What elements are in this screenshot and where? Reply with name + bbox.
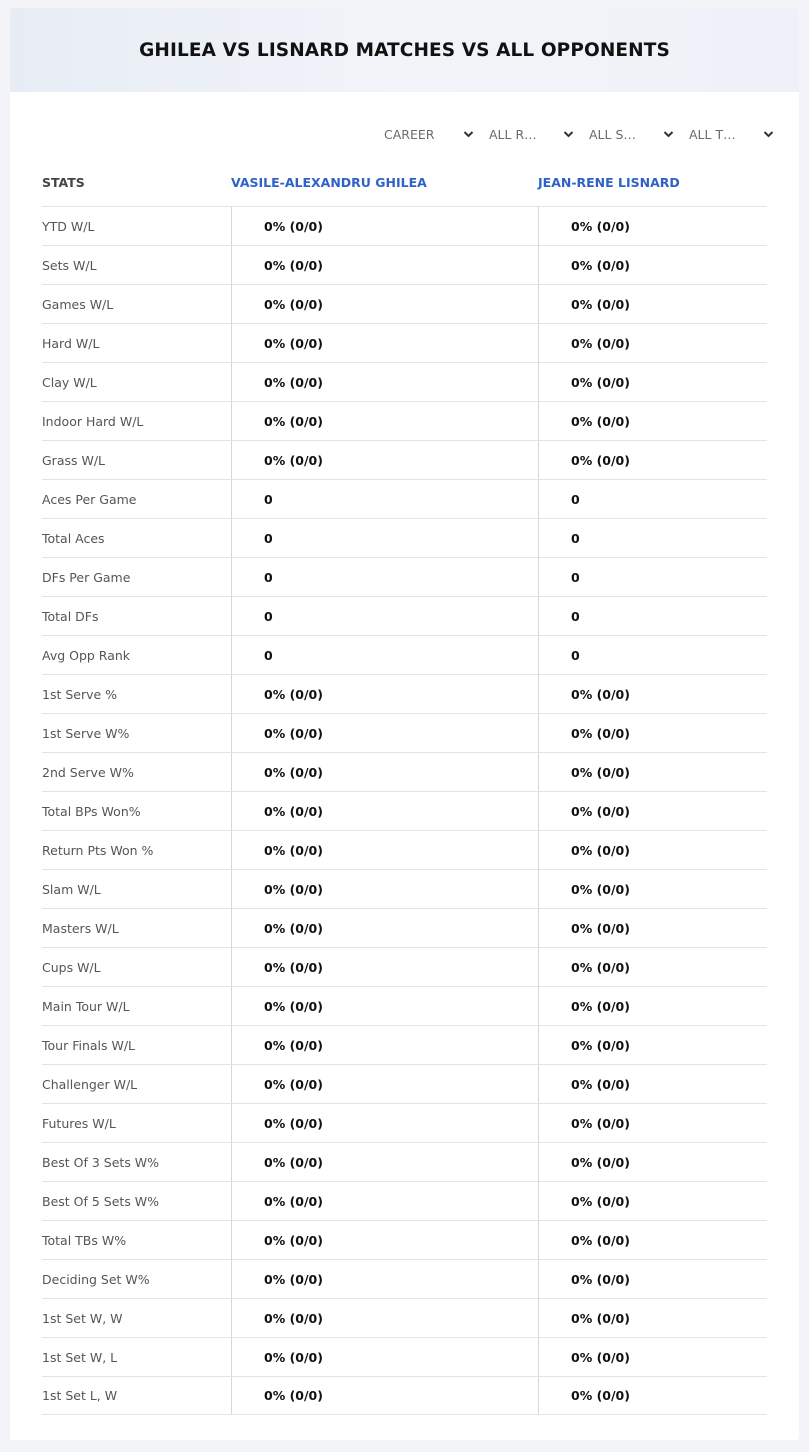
stat-label: Slam W/L [42, 881, 101, 897]
player-2-value: 0% (0/0) [538, 441, 767, 479]
surface-filter-select[interactable] [584, 124, 684, 144]
chevron-down-icon [763, 129, 774, 139]
player-2-value: 0% (0/0) [538, 285, 767, 323]
table-row [42, 908, 767, 947]
table-row [42, 596, 767, 635]
stat-label: Total DFs [42, 608, 99, 624]
player-2-value: 0% (0/0) [538, 987, 767, 1025]
stat-label: YTD W/L [42, 218, 95, 234]
player-2-value: 0 [538, 558, 767, 596]
stat-label: Grass W/L [42, 452, 106, 468]
player-1-value: 0% (0/0) [231, 246, 538, 284]
player-1-value: 0 [231, 519, 538, 557]
player-1-value: 0% (0/0) [231, 831, 538, 869]
player-1-value: 0 [231, 597, 538, 635]
stat-label: 1st Set W, L [42, 1349, 118, 1365]
stat-label: Deciding Set W% [42, 1271, 150, 1287]
stat-label: Total Aces [42, 530, 105, 546]
player-1-value: 0% (0/0) [231, 987, 538, 1025]
player-2-value: 0% (0/0) [538, 246, 767, 284]
stat-label: Games W/L [42, 296, 114, 312]
player-1-value: 0% (0/0) [231, 402, 538, 440]
column-header-stats: STATS [42, 174, 85, 190]
chevron-down-icon [563, 129, 574, 139]
table-row [42, 830, 767, 869]
surface-filter-label: ALL S… [589, 126, 636, 142]
stat-label: Best Of 3 Sets W% [42, 1154, 160, 1170]
stat-label: Total BPs Won% [42, 803, 141, 819]
player-2-value: 0% (0/0) [538, 675, 767, 713]
player-2-value: 0% (0/0) [538, 402, 767, 440]
player-1-value: 0% (0/0) [231, 1377, 538, 1414]
table-row [42, 752, 767, 791]
player-1-value: 0% (0/0) [231, 792, 538, 830]
table-row [42, 713, 767, 752]
stat-label: Challenger W/L [42, 1076, 138, 1092]
player-2-value: 0% (0/0) [538, 1338, 767, 1376]
stat-label: Avg Opp Rank [42, 647, 131, 663]
player-2-value: 0% (0/0) [538, 714, 767, 752]
player-2-value: 0% (0/0) [538, 363, 767, 401]
table-row [42, 674, 767, 713]
player-1-value: 0% (0/0) [231, 1221, 538, 1259]
stat-label: Total TBs W% [42, 1232, 127, 1248]
tournament-filter-select[interactable] [684, 124, 784, 144]
player-1-value: 0% (0/0) [231, 870, 538, 908]
tournament-filter-label: ALL T… [689, 126, 736, 142]
stats-card [10, 8, 799, 1440]
player-2-value: 0 [538, 636, 767, 674]
player-2-value: 0% (0/0) [538, 1182, 767, 1220]
player-2-value: 0% (0/0) [538, 753, 767, 791]
table-row [42, 401, 767, 440]
stat-label: Clay W/L [42, 374, 97, 390]
stat-label: 1st Serve % [42, 686, 118, 702]
player-1-value: 0% (0/0) [231, 1026, 538, 1064]
stat-label: Masters W/L [42, 920, 119, 936]
table-row [42, 1259, 767, 1298]
period-filter-select[interactable] [384, 124, 484, 144]
table-row [42, 1142, 767, 1181]
player-1-value: 0% (0/0) [231, 324, 538, 362]
player-1-value: 0% (0/0) [231, 753, 538, 791]
stat-label: Best Of 5 Sets W% [42, 1193, 160, 1209]
player-2-value: 0% (0/0) [538, 324, 767, 362]
table-row [42, 440, 767, 479]
player-1-value: 0% (0/0) [231, 285, 538, 323]
stat-label: Tour Finals W/L [42, 1037, 136, 1053]
table-row [42, 1337, 767, 1376]
stat-label: Futures W/L [42, 1115, 116, 1131]
player-1-value: 0% (0/0) [231, 1260, 538, 1298]
table-row [42, 1103, 767, 1142]
player-2-value: 0% (0/0) [538, 1065, 767, 1103]
player-2-value: 0% (0/0) [538, 1143, 767, 1181]
player-1-value: 0% (0/0) [231, 1182, 538, 1220]
stat-label: Indoor Hard W/L [42, 413, 144, 429]
player-1-value: 0% (0/0) [231, 675, 538, 713]
player-2-value: 0% (0/0) [538, 1104, 767, 1142]
table-row [42, 518, 767, 557]
table-row [42, 1220, 767, 1259]
table-row [42, 284, 767, 323]
table-row [42, 1025, 767, 1064]
stat-label: 1st Serve W% [42, 725, 130, 741]
player-1-value: 0% (0/0) [231, 1065, 538, 1103]
player-2-value: 0% (0/0) [538, 870, 767, 908]
chevron-down-icon [463, 129, 474, 139]
table-row [42, 362, 767, 401]
stat-label: Aces Per Game [42, 491, 137, 507]
player-2-value: 0% (0/0) [538, 1377, 767, 1414]
player-1-value: 0% (0/0) [231, 1143, 538, 1181]
table-row [42, 479, 767, 518]
stat-label: DFs Per Game [42, 569, 131, 585]
column-header-player-2[interactable]: JEAN-RENE LISNARD [538, 174, 680, 190]
player-1-value: 0 [231, 636, 538, 674]
table-row [42, 791, 767, 830]
table-row [42, 323, 767, 362]
stat-label: 1st Set L, W [42, 1388, 118, 1403]
stats-table [42, 158, 767, 1415]
player-2-value: 0% (0/0) [538, 1026, 767, 1064]
player-2-value: 0% (0/0) [538, 948, 767, 986]
period-filter-label: CAREER [384, 126, 435, 142]
player-2-value: 0% (0/0) [538, 909, 767, 947]
stat-label: Main Tour W/L [42, 998, 130, 1014]
player-2-value: 0 [538, 480, 767, 518]
stat-label: 1st Set W, W [42, 1310, 123, 1326]
player-2-value: 0% (0/0) [538, 1221, 767, 1259]
table-body [42, 206, 767, 1415]
table-row [42, 635, 767, 674]
stat-label: Return Pts Won % [42, 842, 154, 858]
player-1-value: 0% (0/0) [231, 363, 538, 401]
player-1-value: 0 [231, 480, 538, 518]
player-2-value: 0% (0/0) [538, 207, 767, 245]
player-1-value: 0% (0/0) [231, 948, 538, 986]
table-row [42, 557, 767, 596]
stat-label: Cups W/L [42, 959, 101, 975]
stat-label: Hard W/L [42, 335, 100, 351]
table-row [42, 986, 767, 1025]
stat-label: Sets W/L [42, 257, 97, 273]
stat-label: 2nd Serve W% [42, 764, 134, 780]
player-1-value: 0% (0/0) [231, 441, 538, 479]
player-1-value: 0% (0/0) [231, 1338, 538, 1376]
player-1-value: 0% (0/0) [231, 207, 538, 245]
player-1-value: 0% (0/0) [231, 1299, 538, 1337]
page-title: GHILEA VS LISNARD MATCHES VS ALL OPPONENTS [139, 39, 670, 61]
table-row [42, 1298, 767, 1337]
round-filter-label: ALL R… [489, 126, 537, 142]
table-row [42, 245, 767, 284]
player-2-value: 0% (0/0) [538, 831, 767, 869]
chevron-down-icon [663, 129, 674, 139]
table-row [42, 869, 767, 908]
table-row [42, 206, 767, 245]
table-row [42, 1181, 767, 1220]
player-1-value: 0% (0/0) [231, 909, 538, 947]
player-2-value: 0 [538, 597, 767, 635]
table-row [42, 1376, 767, 1415]
player-2-value: 0% (0/0) [538, 1299, 767, 1337]
table-row [42, 1064, 767, 1103]
player-2-value: 0% (0/0) [538, 792, 767, 830]
filter-bar [384, 124, 784, 144]
player-1-value: 0% (0/0) [231, 1104, 538, 1142]
round-filter-select[interactable] [484, 124, 584, 144]
player-1-value: 0 [231, 558, 538, 596]
table-row [42, 947, 767, 986]
player-2-value: 0% (0/0) [538, 1260, 767, 1298]
column-header-player-1[interactable]: VASILE-ALEXANDRU GHILEA [231, 174, 427, 190]
table-header [42, 158, 767, 206]
player-2-value: 0 [538, 519, 767, 557]
card-header [10, 8, 799, 92]
player-1-value: 0% (0/0) [231, 714, 538, 752]
